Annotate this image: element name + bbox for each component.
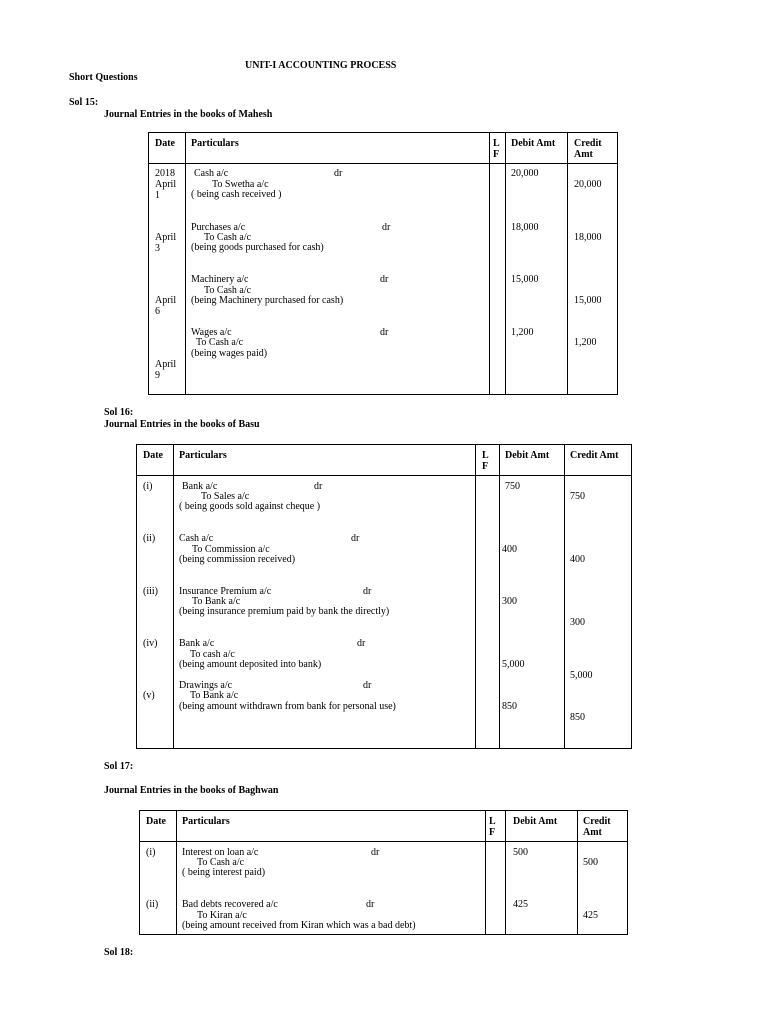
header-debit: Debit Amt: [513, 816, 558, 827]
credit-account: To Swetha a/c: [212, 179, 269, 190]
journal-table-baghwan: [139, 810, 628, 935]
debit-account: Drawings a/c: [179, 680, 233, 691]
narration: (being amount deposited into bank): [179, 659, 322, 670]
debit-amount: 5,000: [502, 659, 525, 670]
credit-account: To Cash a/c: [197, 857, 245, 868]
header-particulars: Particulars: [179, 450, 227, 461]
short-questions-heading: Short Questions: [69, 72, 138, 83]
entry-date: April 3: [155, 232, 177, 254]
dr-marker: dr: [380, 274, 389, 285]
entry-date: (ii): [143, 533, 156, 544]
narration: (being goods purchased for cash): [191, 242, 324, 253]
credit-amount: 850: [570, 712, 585, 723]
dr-marker: dr: [366, 899, 375, 910]
entry-date: April 9: [155, 359, 177, 381]
header-debit: Debit Amt: [505, 450, 550, 461]
debit-amount: 850: [502, 701, 517, 712]
debit-account: Bank a/c: [179, 638, 215, 649]
credit-account: To cash a/c: [190, 649, 235, 660]
header-date: Date: [155, 138, 175, 149]
header-credit: Credit Amt: [570, 450, 619, 461]
debit-amount: 750: [505, 481, 520, 492]
narration: (being Machinery purchased for cash): [191, 295, 344, 306]
debit-amount: 1,200: [511, 327, 534, 338]
debit-amount: 500: [513, 847, 528, 858]
header-particulars: Particulars: [182, 816, 230, 827]
narration: (being commission received): [179, 554, 296, 565]
entry-date: April 6: [155, 295, 177, 317]
credit-amount: 5,000: [570, 670, 593, 681]
credit-amount: 750: [570, 491, 585, 502]
dr-marker: dr: [371, 847, 380, 858]
journal-table-mahesh: [148, 132, 618, 395]
debit-account: Insurance Premium a/c: [179, 586, 272, 597]
debit-account: Bank a/c: [182, 481, 218, 492]
credit-account: To Bank a/c: [190, 690, 239, 701]
entry-date: (iii): [143, 586, 158, 597]
credit-amount: 500: [583, 857, 598, 868]
narration: (being amount received from Kiran which was a bad debt): [182, 920, 416, 931]
header-lf: L F: [489, 816, 496, 838]
debit-account: Interest on loan a/c: [182, 847, 259, 858]
credit-amount: 300: [570, 617, 585, 628]
credit-amount: 20,000: [574, 179, 602, 190]
dr-marker: dr: [334, 168, 343, 179]
sol18-label: Sol 18:: [104, 947, 134, 958]
dr-marker: dr: [351, 533, 360, 544]
credit-account: To Cash a/c: [196, 337, 244, 348]
page-title: UNIT-I ACCOUNTING PROCESS: [245, 60, 397, 71]
sol17-label: Sol 17:: [104, 761, 134, 772]
dr-marker: dr: [363, 680, 372, 691]
dr-marker: dr: [357, 638, 366, 649]
debit-account: Bad debts recovered a/c: [182, 899, 278, 910]
header-credit: Credit Amt: [583, 816, 611, 838]
entry-date: 2018 April 1: [155, 168, 177, 201]
debit-amount: 400: [502, 544, 517, 555]
credit-amount: 425: [583, 910, 598, 921]
header-particulars: Particulars: [191, 138, 239, 149]
entry-date: (i): [143, 481, 153, 492]
narration: ( being goods sold against cheque ): [179, 501, 321, 512]
debit-amount: 300: [502, 596, 517, 607]
credit-account: To Sales a/c: [201, 491, 250, 502]
dr-marker: dr: [380, 327, 389, 338]
credit-account: To Bank a/c: [192, 596, 241, 607]
debit-account: Wages a/c: [191, 327, 232, 338]
credit-amount: 15,000: [574, 295, 602, 306]
entry-date: (iv): [143, 638, 158, 649]
debit-amount: 18,000: [511, 222, 539, 233]
sol16-heading: Journal Entries in the books of Basu: [104, 419, 260, 430]
debit-account: Cash a/c: [179, 533, 214, 544]
dr-marker: dr: [363, 586, 372, 597]
narration: (being insurance premium paid by bank the directly): [179, 606, 390, 617]
debit-amount: 20,000: [511, 168, 539, 179]
sol16-label: Sol 16:: [104, 407, 134, 418]
credit-amount: 400: [570, 554, 585, 565]
credit-account: To Kiran a/c: [197, 910, 247, 921]
credit-amount: 1,200: [574, 337, 597, 348]
debit-amount: 15,000: [511, 274, 539, 285]
credit-account: To Cash a/c: [204, 285, 252, 296]
credit-account: To Cash a/c: [204, 232, 252, 243]
narration: ( being interest paid): [182, 867, 266, 878]
dr-marker: dr: [382, 222, 391, 233]
header-credit: Credit Amt: [574, 138, 602, 160]
narration: (being wages paid): [191, 348, 268, 359]
sol15-heading: Journal Entries in the books of Mahesh: [104, 109, 273, 120]
entry-date: (ii): [146, 899, 159, 910]
header-date: Date: [146, 816, 166, 827]
debit-account: Cash a/c: [194, 168, 229, 179]
entry-date: (v): [143, 690, 155, 701]
debit-account: Machinery a/c: [191, 274, 249, 285]
sol17-heading: Journal Entries in the books of Baghwan: [104, 785, 279, 796]
header-debit: Debit Amt: [511, 138, 556, 149]
credit-account: To Commission a/c: [192, 544, 270, 555]
header-lf: L F: [482, 450, 489, 472]
header-lf: L F: [493, 138, 500, 160]
dr-marker: dr: [314, 481, 323, 492]
credit-amount: 18,000: [574, 232, 602, 243]
debit-amount: 425: [513, 899, 528, 910]
narration: ( being cash received ): [191, 189, 282, 200]
journal-table-basu: [136, 444, 632, 749]
sol15-label: Sol 15:: [69, 97, 99, 108]
entry-date: (i): [146, 847, 156, 858]
header-date: Date: [143, 450, 163, 461]
narration: (being amount withdrawn from bank for personal use): [179, 701, 396, 712]
debit-account: Purchases a/c: [191, 222, 246, 233]
